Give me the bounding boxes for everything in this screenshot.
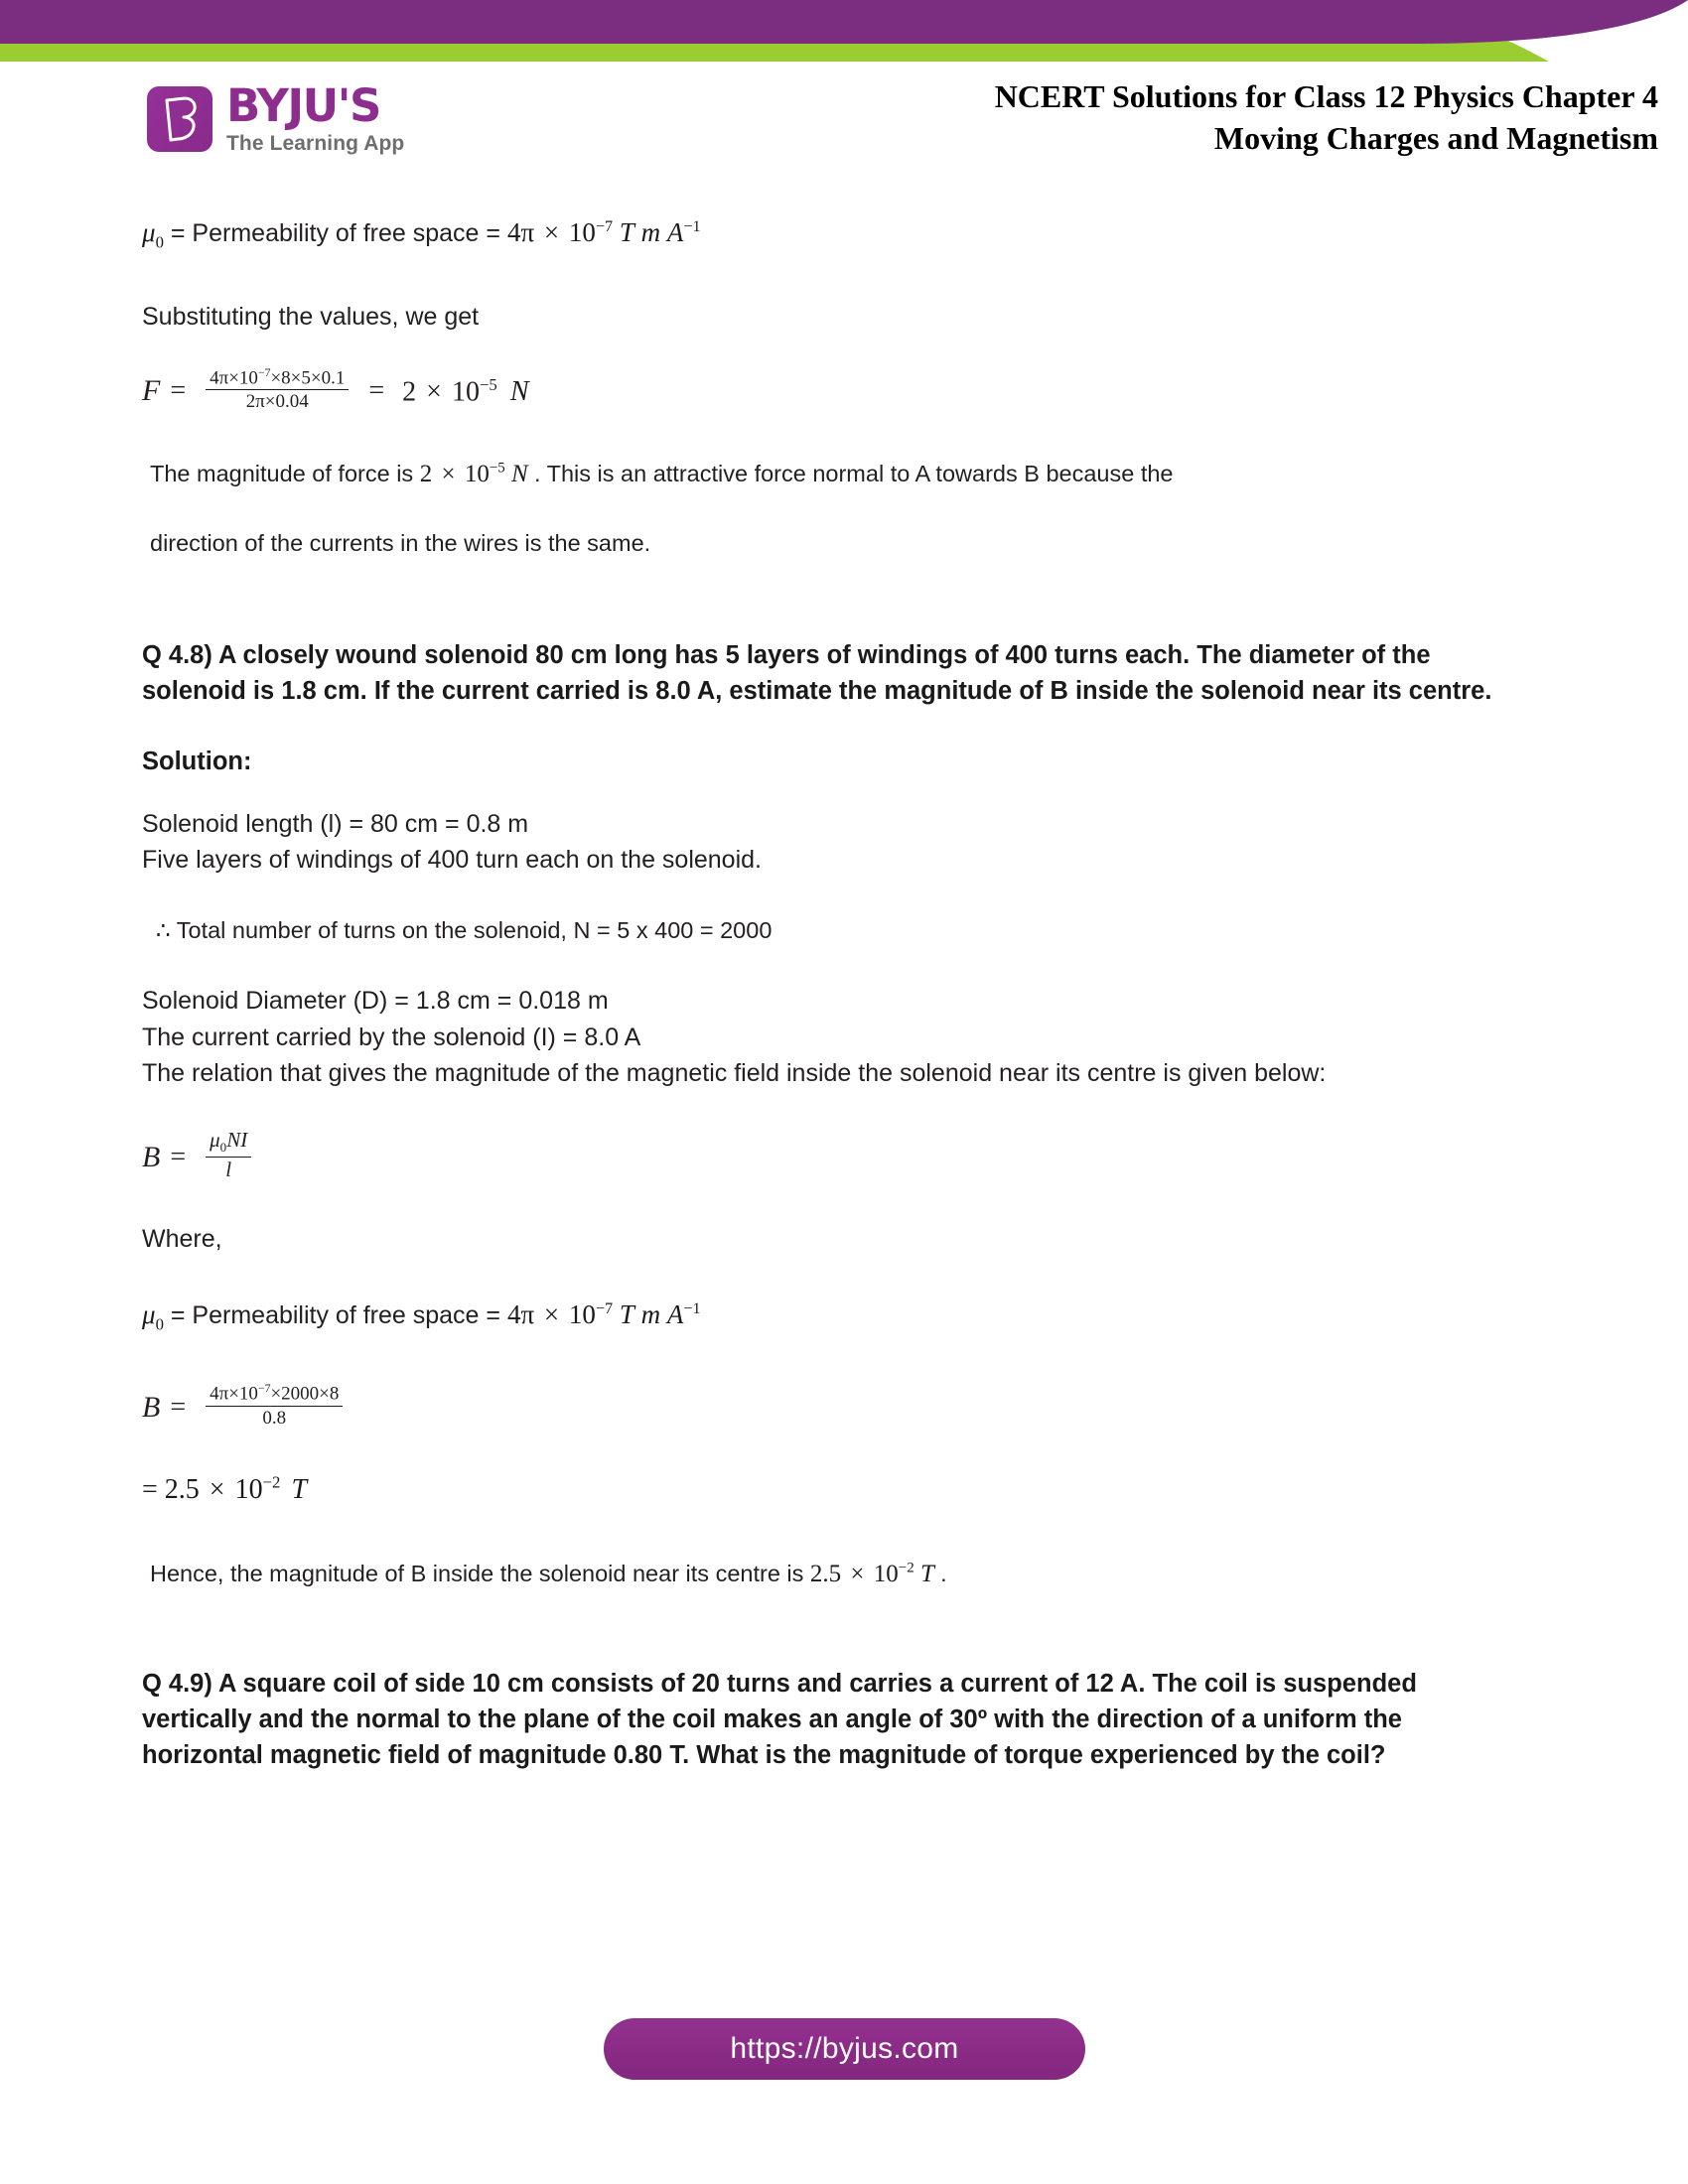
b-calc-numerator: $4\pi\times 10^{-7}\times 2000\times 8$ [206,1382,343,1407]
force-equals: = [170,375,187,407]
solution-label-4-8: Solution: [142,747,252,775]
force-magnitude-paragraph [150,457,1512,560]
therefore-icon: ∴ [156,918,171,944]
page-title [665,75,1658,159]
permeability-line-1 [142,213,1512,255]
logo-tagline: The Learning App [226,132,405,155]
b-formula-lhs: B [142,1140,161,1173]
magnitude-text-2: . This is an attractive force normal to A towards B because the [533,460,1174,486]
page-title-line-1: NCERT Solutions for Class 12 Physics Chapter 4 [994,78,1658,114]
b-formula-equation [142,1128,1512,1183]
force-result: $2 \times 10^{-5}$ N [402,374,529,407]
b-calc-fraction [206,1382,343,1429]
solenoid-diameter-line: Solenoid Diameter (D) = 1.8 cm = 0.018 m [142,987,609,1016]
permeability-text: = Permeability of free space = [170,219,501,247]
b-result-line [142,1470,1512,1511]
byjus-b-logo-icon [147,86,212,152]
b-formula-denominator: l [225,1157,232,1181]
solenoid-layers-line: Five layers of windings of 400 turn each on the solenoid. [142,845,762,874]
mu-symbol-2: $\mu_0$ [142,1298,164,1334]
relation-line: The relation that gives the magnitude of the magnetic field inside the solenoid near its centre is given below: [142,1058,1327,1087]
permeability-line-2 [142,1296,1512,1337]
page-title-line-2: Moving Charges and Magnetism [1213,120,1658,157]
byjus-url-label: https://byjus.com [730,2032,959,2065]
hence-period: . [940,1560,947,1586]
force-denominator: 2π×0.04 [245,391,309,413]
hence-value: $2.5 \times 10^{-2}$ T [809,1560,934,1587]
force-fraction [206,366,349,413]
total-turns-line [156,913,1512,947]
b-calculation-equation [142,1384,1512,1431]
top-banner [0,0,1688,62]
byjus-logo[interactable] [147,79,405,155]
magnitude-text-3: direction of the currents in the wires is the same. [150,530,651,557]
purple-angled-bar [0,0,1688,44]
hence-line [150,1557,1512,1592]
force-equation [142,365,1512,415]
force-equals-2: = [368,375,385,407]
hence-text: Hence, the magnitude of B inside the solenoid near its centre is [150,1560,804,1586]
b-formula-fraction [206,1129,251,1181]
document-body [142,213,1512,1774]
solenoid-length-line: Solenoid length (l) = 80 cm = 0.8 m [142,809,529,838]
logo-wordmark: BYJU'S [226,79,380,132]
where-label: Where, [142,1225,222,1254]
question-4-8: Q 4.8) A closely wound solenoid 80 cm long has 5 layers of windings of 400 turns each. The diameter of the solenoid is 1.8 cm. If the current carried is 8.0 A, estimate the magnitude of B inside the solenoid near its centre. [142,641,1492,706]
magnitude-value: $2 \times 10^{-5}$ N [419,460,528,487]
b-formula-numerator: $\mu_0NI$ [206,1129,251,1158]
magnitude-text-1: The magnitude of force is [150,460,414,486]
permeability-text-2: = Permeability of free space = [170,1300,501,1329]
permeability-value-2: $4\pi \times 10^{-7}$ T m $A^{-1}$ [506,1298,701,1329]
b-calc-denominator: 0.8 [262,1407,287,1429]
mu-symbol: $\mu_0$ [142,217,164,252]
permeability-value: $4\pi \times 10^{-7}$ T m $A^{-1}$ [506,217,701,247]
solenoid-current-line: The current carried by the solenoid (I) = 8.0 A [142,1023,641,1051]
b-result-value: = $2.5 \times 10^{-2}$ T [142,1472,308,1506]
b-calc-equals: = [170,1391,187,1423]
force-lhs: F [142,374,161,408]
total-turns-text: Total number of turns on the solenoid, N = 5 x 400 = 2000 [176,917,773,944]
b-formula-equals: = [170,1141,187,1172]
page-header [0,62,1688,191]
b-calc-lhs: B [142,1390,161,1424]
force-numerator: $4\pi\times 10^{-7}\times 8\times 5\times 0.1$ [206,366,349,391]
byjus-url-button[interactable] [604,2018,1085,2080]
question-4-9: Q 4.9) A square coil of side 10 cm consists of 20 turns and carries a current of 12 A. The coil is suspended vertically and the normal to the plane of the coil makes an angle of 30º with the direction of a uniform the horizontal magnetic field of magnitude 0.80 T. What is the magnitude of torque experienced by the coil? [142,1669,1417,1770]
substituting-line: Substituting the values, we get [142,302,480,331]
